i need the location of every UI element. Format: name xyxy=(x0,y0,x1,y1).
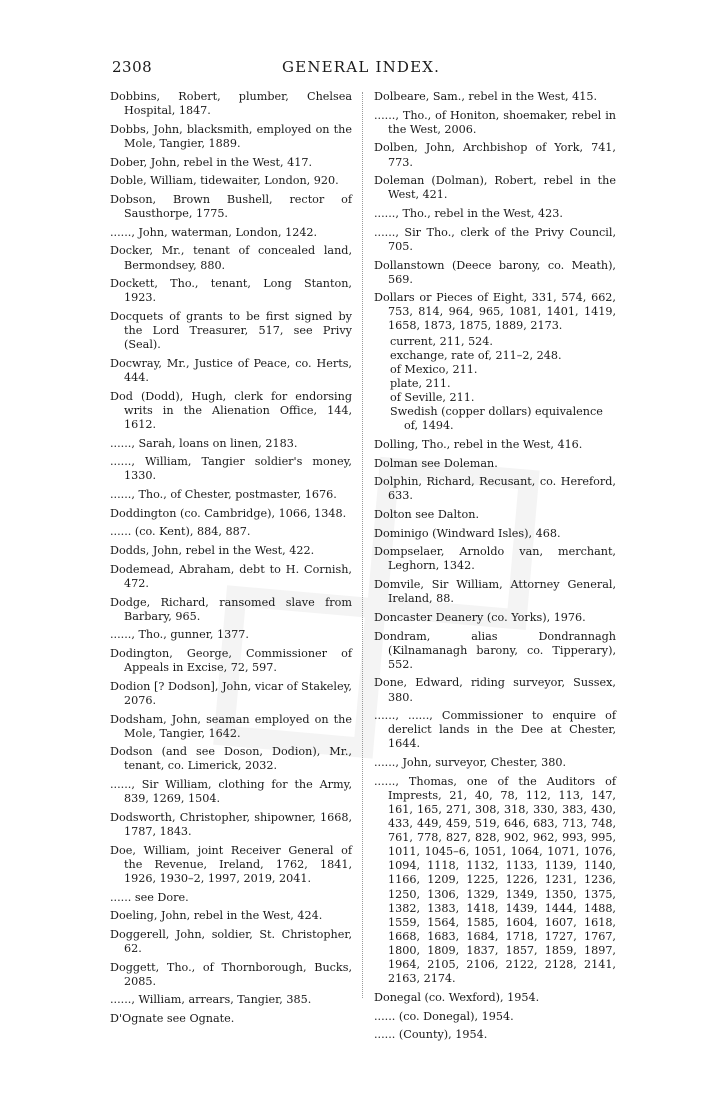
index-subentry: current, 211, 524. xyxy=(390,334,493,348)
page-number: 2308 xyxy=(112,58,153,76)
index-entry: ......, Tho., gunner, 1377. xyxy=(110,628,249,642)
index-entry: Dolling, Tho., rebel in the West, 416. xyxy=(374,437,583,451)
index-entry: Docquets of grants to be first signed by the Lord Treasurer, 517, see Privy (Seal). xyxy=(110,309,352,352)
index-entry: Dolton see Dalton. xyxy=(374,507,480,521)
index-entry: Dondram, alias Dondrannagh (Kilnamanagh barony, co. Tipperary), 552. xyxy=(374,629,616,671)
index-column-right xyxy=(374,90,616,1047)
index-entry: ......, Sarah, loans on linen, 2183. xyxy=(110,436,298,450)
page-header xyxy=(112,58,617,84)
index-entry: ......, William, arrears, Tangier, 385. xyxy=(110,993,312,1007)
index-entry: Domvile, Sir William, Attorney General, Ireland, 88. xyxy=(374,578,616,606)
index-column-left xyxy=(110,90,352,1031)
index-entry: Dodington, George, Commissioner of Appeals in Excise, 72, 597. xyxy=(110,646,352,675)
index-subentry: of Seville, 211. xyxy=(390,390,475,404)
index-entry: Doggerell, John, soldier, St. Christopher, 62. xyxy=(110,927,352,955)
index-entry: Dodge, Richard, ransomed slave from Barbary, 965. xyxy=(110,595,352,623)
index-entry: Dolphin, Richard, Recusant, co. Hereford, 633. xyxy=(374,475,616,503)
index-entry: ......, John, waterman, London, 1242. xyxy=(110,225,318,239)
index-entry: ......, Tho., of Honiton, shoemaker, rebel in the West, 2006. xyxy=(374,108,616,136)
index-entry: Dobbins, Robert, plumber, Chelsea Hospital, 1847. xyxy=(110,90,352,118)
index-entry: Doleman (Dolman), Robert, rebel in the West, 421. xyxy=(374,174,616,202)
index-entry: D'Ognate see Ognate. xyxy=(110,1012,235,1026)
index-entry: Dollanstown (Deece barony, co. Meath), 569. xyxy=(374,258,616,286)
index-entry: Dompselaer, Arnoldo van, merchant, Leghorn, 1342. xyxy=(374,545,616,573)
index-entry: ...... (co. Donegal), 1954. xyxy=(374,1009,514,1023)
index-entry: Dodds, John, rebel in the West, 422. xyxy=(110,544,315,558)
index-entry: Done, Edward, riding surveyor, Sussex, 380. xyxy=(374,676,616,704)
index-entry: Donegal (co. Wexford), 1954. xyxy=(374,990,540,1004)
index-entry: Doble, William, tidewaiter, London, 920. xyxy=(110,174,339,188)
index-entry: Dodion [? Dodson], John, vicar of Stakeley, 2076. xyxy=(110,679,352,707)
index-entry: ...... see Dore. xyxy=(110,890,189,904)
index-entry: Doggett, Tho., of Thornborough, Bucks, 2085. xyxy=(110,960,352,988)
index-subentry: Swedish (copper dollars) equivalence of, 1494. xyxy=(390,405,603,433)
index-subentry: of Mexico, 211. xyxy=(390,362,478,376)
index-entry: Doe, William, joint Receiver General of the Revenue, Ireland, 1762, 1841, 1926, 1930–2, 1997, 2019, 2041. xyxy=(110,843,352,885)
index-entry: Doddington (co. Cambridge), 1066, 1348. xyxy=(110,506,347,520)
index-entry: Docwray, Mr., Justice of Peace, co. Herts, 444. xyxy=(110,356,352,384)
index-entry: Dodsham, John, seaman employed on the Mole, Tangier, 1642. xyxy=(110,712,352,740)
index-subentry: plate, 211. xyxy=(390,376,451,390)
index-entry: Dolben, John, Archbishop of York, 741, 773. xyxy=(374,141,616,169)
column-divider xyxy=(362,92,363,998)
page-title: GENERAL INDEX. xyxy=(282,58,441,76)
index-entry: Dodsworth, Christopher, shipowner, 1668, 1787, 1843. xyxy=(110,810,352,838)
index-entry: ......, Sir Tho., clerk of the Privy Council, 705. xyxy=(374,225,616,253)
index-entry: Dodson (and see Doson, Dodion), Mr., tenant, co. Limerick, 2032. xyxy=(110,745,352,773)
index-entry: ......, John, surveyor, Chester, 380. xyxy=(374,756,567,770)
index-entry: ......, ......, Commissioner to enquire of derelict lands in the Dee at Chester, 1644. xyxy=(374,709,616,751)
index-entry: Dobbs, John, blacksmith, employed on the Mole, Tangier, 1889. xyxy=(110,122,352,150)
index-entry: Dolbeare, Sam., rebel in the West, 415. xyxy=(374,90,597,103)
index-entry: Dolman see Doleman. xyxy=(374,456,498,470)
index-subentry: exchange, rate of, 211–2, 248. xyxy=(390,348,562,362)
index-entry: Dober, John, rebel in the West, 417. xyxy=(110,155,313,169)
index-entry: ......, Tho., rebel in the West, 423. xyxy=(374,207,563,221)
index-entry: Dod (Dodd), Hugh, clerk for endorsing writs in the Alienation Office, 144, 1612. xyxy=(110,389,352,431)
index-entry: ......, William, Tangier soldier's money, 1330. xyxy=(110,455,352,483)
index-entry: ......, Tho., of Chester, postmaster, 1676. xyxy=(110,487,337,501)
index-entry: ......, Sir William, clothing for the Army, 839, 1269, 1504. xyxy=(110,778,352,806)
index-entry: Doeling, John, rebel in the West, 424. xyxy=(110,909,323,923)
index-entry: Dominigo (Windward Isles), 468. xyxy=(374,526,561,540)
index-entry: ...... (County), 1954. xyxy=(374,1028,488,1042)
index-entry: ...... (co. Kent), 884, 887. xyxy=(110,525,251,539)
index-entry: ......, Thomas, one of the Auditors of Imprests, 21, 40, 78, 112, 113, 147, 161, 165, 271, 308, 318, 330, 383, 430, 433, 449, 459, 519, 646, 683, 713, 748, 761, 778, 827, 828, 902, 962, 993, 995, 1011, 1045–6, 1051, 1064, 1071, 1076, 1094, 1118, 1132, 1133, 1139, 1140, 1166, 1209, 1225, 1226, 1231, 1236, 1250, 1306, 1329, 1349, 1350, 1375, 1382, 1383, 1418, 1439, 1444, 1488, 1559, 1564, 1585, 1604, 1607, 1618, 1668, 1683, 1684, 1718, 1727, 1767, 1800, 1809, 1837, 1857, 1859, 1897, 1964, 2105, 2106, 2122, 2128, 2141, 2163, 2174. xyxy=(374,774,616,986)
index-entry: Doncaster Deanery (co. Yorks), 1976. xyxy=(374,610,586,624)
index-entry: Dockett, Tho., tenant, Long Stanton, 1923. xyxy=(110,277,352,305)
index-entry: Docker, Mr., tenant of concealed land, Bermondsey, 880. xyxy=(110,244,352,272)
index-entry: Dodemead, Abraham, debt to H. Cornish, 472. xyxy=(110,562,352,590)
index-entry: Dollars or Pieces of Eight, 331, 574, 662, 753, 814, 964, 965, 1081, 1401, 1419, 1658, 1873, 1875, 1889, 2173. xyxy=(374,291,616,333)
index-entry: Dobson, Brown Bushell, rector of Sausthorpe, 1775. xyxy=(110,192,352,221)
